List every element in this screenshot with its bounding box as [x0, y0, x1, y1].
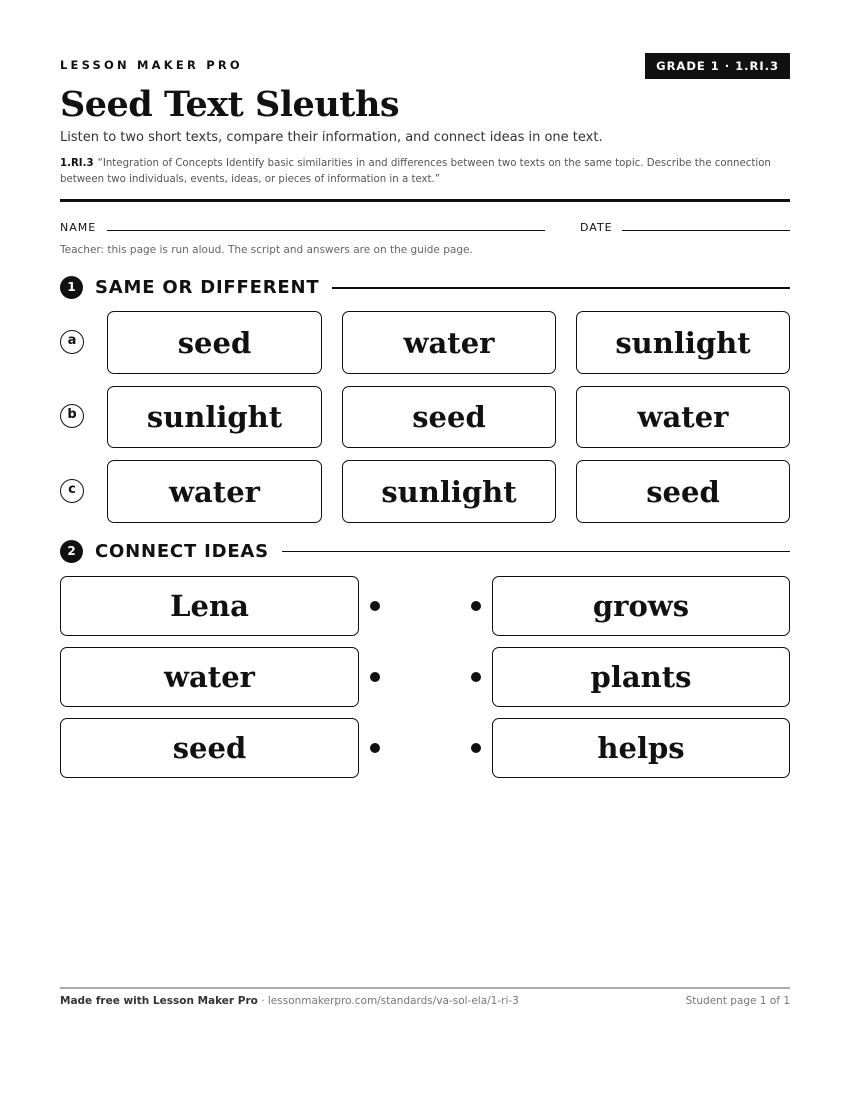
word-card[interactable]: sunlight — [342, 460, 556, 523]
word-card[interactable]: seed — [107, 311, 322, 374]
connect-left-card[interactable]: Lena — [60, 576, 359, 636]
row-letter-b: b — [60, 404, 84, 428]
grade-badge: GRADE 1 · 1.RI.3 — [645, 53, 790, 79]
date-label: DATE — [580, 221, 613, 234]
section-connect-ideas-header — [60, 540, 790, 563]
word-card[interactable]: water — [342, 311, 556, 374]
header-divider — [60, 199, 790, 202]
section-same-or-different-header — [60, 276, 790, 299]
page-title: Seed Text Sleuths — [60, 84, 400, 125]
connect-left-dot[interactable] — [370, 672, 380, 682]
name-label: NAME — [60, 221, 97, 234]
section-title: SAME OR DIFFERENT — [95, 277, 320, 298]
connect-left-card[interactable]: water — [60, 647, 359, 707]
footer-url[interactable]: · lessonmakerpro.com/standards/va-sol-ela/1-ri-3 — [257, 995, 519, 1007]
standard-code: 1.RI.3 — [60, 158, 94, 169]
word-card[interactable]: seed — [342, 386, 556, 448]
word-card[interactable]: water — [576, 386, 790, 448]
name-field-line[interactable] — [107, 230, 545, 231]
teacher-note: Teacher: this page is run aloud. The script and answers are on the guide page. — [60, 244, 473, 256]
section-number-badge: 1 — [60, 276, 83, 299]
word-card[interactable]: seed — [576, 460, 790, 523]
connect-right-card[interactable]: grows — [492, 576, 790, 636]
footer-page-number: Student page 1 of 1 — [685, 995, 790, 1007]
connect-right-dot[interactable] — [471, 672, 481, 682]
section-number-badge: 2 — [60, 540, 83, 563]
connect-right-dot[interactable] — [471, 601, 481, 611]
section-title: CONNECT IDEAS — [95, 541, 269, 562]
connect-right-dot[interactable] — [471, 743, 481, 753]
footer-made-with: Made free with Lesson Maker Pro — [60, 995, 258, 1007]
standard-text: “Integration of Concepts Identify basic similarities in and differences between two texts on the same topic. Describe the connection between two individuals, events, ideas, or pieces of information in a text.” — [60, 158, 771, 185]
word-card[interactable]: water — [107, 460, 322, 523]
connect-right-card[interactable]: plants — [492, 647, 790, 707]
connect-right-card[interactable]: helps — [492, 718, 790, 778]
connect-left-dot[interactable] — [370, 743, 380, 753]
section-rule — [332, 287, 790, 289]
date-field-line[interactable] — [622, 230, 790, 231]
page-subtitle: Listen to two short texts, compare their information, and connect ideas in one text. — [60, 130, 603, 145]
word-card[interactable]: sunlight — [576, 311, 790, 374]
worksheet-page — [60, 0, 790, 1100]
row-letter-c: c — [60, 479, 84, 503]
brand-name: LESSON MAKER PRO — [60, 58, 243, 72]
row-letter-a: a — [60, 330, 84, 354]
connect-left-card[interactable]: seed — [60, 718, 359, 778]
standard-description — [60, 156, 790, 188]
footer-credit — [60, 995, 519, 1007]
footer-divider — [60, 987, 790, 989]
connect-left-dot[interactable] — [370, 601, 380, 611]
word-card[interactable]: sunlight — [107, 386, 322, 448]
section-rule — [282, 551, 790, 552]
